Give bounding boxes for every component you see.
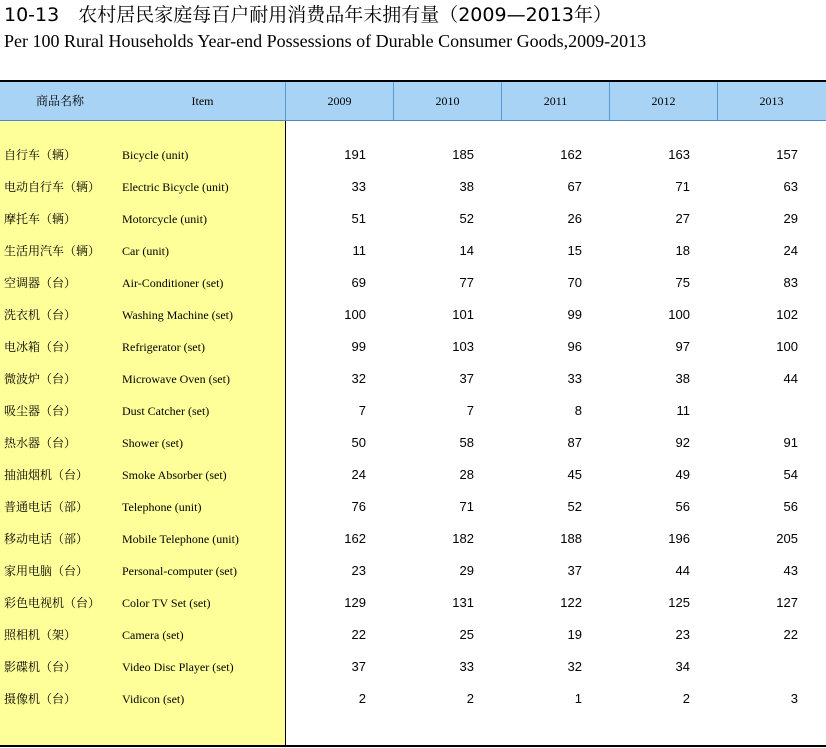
value-cell: 196 — [668, 531, 690, 546]
table-title-english: Per 100 Rural Households Year-end Possessions of Durable Consumer Goods,2009-2013 — [4, 31, 647, 51]
header-year-2013: 2013 — [759, 94, 784, 108]
value-cell: 54 — [783, 467, 798, 482]
item-name-chinese: 抽油烟机（台） — [4, 468, 89, 482]
value-cell: 32 — [567, 659, 582, 674]
value-cell: 29 — [783, 211, 798, 226]
value-cell: 19 — [567, 627, 582, 642]
value-cell: 96 — [567, 339, 582, 354]
value-cell: 205 — [776, 531, 798, 546]
value-cell: 75 — [675, 275, 690, 290]
item-name-english: Car (unit) — [122, 244, 169, 258]
table-row — [0, 651, 826, 683]
value-cell: 63 — [783, 179, 798, 194]
item-name-chinese: 电冰箱（台） — [4, 340, 77, 354]
value-cell: 100 — [668, 307, 690, 322]
value-cell: 97 — [675, 339, 690, 354]
table-row — [0, 555, 826, 587]
value-cell: 91 — [783, 435, 798, 450]
value-cell: 67 — [567, 179, 582, 194]
value-cell: 22 — [783, 627, 798, 642]
value-cell: 26 — [567, 211, 582, 226]
value-cell: 52 — [459, 211, 474, 226]
item-name-english: Bicycle (unit) — [122, 148, 189, 162]
value-cell: 34 — [675, 659, 690, 674]
table-row — [0, 587, 826, 619]
item-name-chinese: 空调器（台） — [4, 276, 77, 290]
table-row — [0, 395, 826, 427]
header-year-2012: 2012 — [651, 94, 676, 108]
item-name-english: Personal-computer (set) — [122, 564, 237, 578]
value-cell: 131 — [452, 595, 474, 610]
value-cell: 44 — [675, 563, 690, 578]
table-header-row — [0, 82, 826, 121]
item-name-chinese: 摄像机（台） — [4, 692, 77, 706]
table-row — [0, 299, 826, 331]
table-title-chinese: 10-13 农村居民家庭每百户耐用消费品年末拥有量（2009—2013年） — [4, 4, 612, 26]
value-cell: 25 — [459, 627, 474, 642]
table-row — [0, 459, 826, 491]
value-cell: 185 — [452, 147, 474, 162]
value-cell: 37 — [459, 371, 474, 386]
item-name-english: Mobile Telephone (unit) — [122, 532, 239, 546]
item-name-english: Camera (set) — [122, 628, 184, 642]
value-cell: 70 — [567, 275, 582, 290]
item-name-chinese: 吸尘器（台） — [4, 404, 77, 418]
item-name-chinese: 摩托车（辆） — [4, 212, 77, 226]
value-cell: 49 — [675, 467, 690, 482]
value-cell: 99 — [567, 307, 582, 322]
value-cell: 162 — [344, 531, 366, 546]
table-row — [0, 235, 826, 267]
item-name-english: Microwave Oven (set) — [122, 372, 230, 386]
value-cell: 38 — [459, 179, 474, 194]
value-cell: 77 — [459, 275, 474, 290]
value-cell: 87 — [567, 435, 582, 450]
item-name-chinese: 生活用汽车（辆） — [4, 244, 101, 258]
value-cell: 3 — [790, 691, 798, 706]
item-name-english: Vidicon (set) — [122, 692, 185, 706]
value-cell: 2 — [466, 691, 474, 706]
value-cell — [718, 395, 798, 427]
value-cell: 27 — [675, 211, 690, 226]
value-cell: 1 — [574, 691, 582, 706]
value-cell: 33 — [351, 179, 366, 194]
item-name-english: Air-Conditioner (set) — [122, 276, 224, 290]
table-row — [0, 619, 826, 651]
table-row — [0, 139, 826, 171]
item-name-chinese: 热水器（台） — [4, 436, 77, 450]
table-row — [0, 171, 826, 203]
item-name-english: Washing Machine (set) — [122, 308, 233, 322]
value-cell: 33 — [567, 371, 582, 386]
value-cell: 191 — [344, 147, 366, 162]
value-cell: 101 — [452, 307, 474, 322]
table-row — [0, 267, 826, 299]
value-cell: 83 — [783, 275, 798, 290]
value-cell: 92 — [675, 435, 690, 450]
value-cell: 11 — [352, 243, 366, 258]
value-cell: 162 — [560, 147, 582, 162]
table-row — [0, 683, 826, 715]
value-cell: 24 — [351, 467, 366, 482]
item-name-english: Motorcycle (unit) — [122, 212, 207, 226]
value-cell: 100 — [344, 307, 366, 322]
table-row — [0, 331, 826, 363]
item-name-chinese: 家用电脑（台） — [4, 564, 89, 578]
value-cell: 7 — [358, 403, 366, 418]
item-name-chinese: 自行车（辆） — [4, 148, 77, 162]
value-cell: 58 — [459, 435, 474, 450]
value-cell: 71 — [675, 179, 690, 194]
value-cell: 182 — [452, 531, 474, 546]
value-cell: 76 — [351, 499, 366, 514]
item-name-chinese: 普通电话（部） — [4, 500, 89, 514]
item-name-english: Color TV Set (set) — [122, 596, 211, 610]
header-year-2009: 2009 — [327, 94, 352, 108]
value-cell: 33 — [459, 659, 474, 674]
value-cell: 14 — [459, 243, 474, 258]
item-name-chinese: 彩色电视机（台） — [4, 596, 101, 610]
table-row — [0, 491, 826, 523]
value-cell: 32 — [351, 371, 366, 386]
value-cell: 52 — [567, 499, 582, 514]
value-cell: 44 — [783, 371, 798, 386]
item-name-english: Smoke Absorber (set) — [122, 468, 227, 482]
value-cell: 24 — [783, 243, 798, 258]
item-name-chinese: 移动电话（部） — [4, 532, 89, 546]
header-item-english: Item — [191, 94, 214, 108]
value-cell: 163 — [668, 147, 690, 162]
item-name-english: Dust Catcher (set) — [122, 404, 210, 418]
value-cell: 157 — [776, 147, 798, 162]
item-name-chinese: 照相机（架） — [4, 628, 77, 642]
table-row — [0, 523, 826, 555]
value-cell: 22 — [351, 627, 366, 642]
header-year-2010: 2010 — [435, 94, 460, 108]
value-cell: 29 — [459, 563, 474, 578]
header-item-chinese: 商品名称 — [35, 94, 84, 108]
value-cell: 2 — [358, 691, 366, 706]
item-name-english: Electric Bicycle (unit) — [122, 180, 229, 194]
value-cell: 100 — [776, 339, 798, 354]
item-name-chinese: 洗衣机（台） — [4, 308, 77, 322]
table-bottom-rule — [0, 745, 826, 747]
value-cell: 99 — [351, 339, 366, 354]
value-cell: 15 — [567, 243, 582, 258]
item-name-chinese: 电动自行车（辆） — [4, 180, 101, 194]
table-row — [0, 363, 826, 395]
value-cell: 50 — [351, 435, 366, 450]
value-cell: 45 — [567, 467, 582, 482]
value-cell: 103 — [452, 339, 474, 354]
value-cell: 28 — [459, 467, 474, 482]
value-cell: 23 — [675, 627, 690, 642]
value-cell: 37 — [567, 563, 582, 578]
value-cell: 102 — [776, 307, 798, 322]
item-name-english: Shower (set) — [122, 436, 183, 450]
value-cell: 122 — [560, 595, 582, 610]
value-cell: 37 — [351, 659, 366, 674]
value-cell: 129 — [344, 595, 366, 610]
item-name-chinese: 影碟机（台） — [4, 660, 77, 674]
value-cell: 51 — [351, 211, 366, 226]
table-row — [0, 203, 826, 235]
table-row — [0, 427, 826, 459]
value-cell: 56 — [783, 499, 798, 514]
item-name-english: Telephone (unit) — [122, 500, 202, 514]
value-cell: 71 — [459, 499, 474, 514]
value-cell: 8 — [574, 403, 582, 418]
value-cell — [718, 651, 798, 683]
possessions-table — [0, 80, 826, 748]
value-cell: 56 — [675, 499, 690, 514]
value-cell: 125 — [668, 595, 690, 610]
value-cell: 23 — [351, 563, 366, 578]
value-cell: 18 — [675, 243, 690, 258]
value-cell: 38 — [675, 371, 690, 386]
value-cell: 2 — [682, 691, 690, 706]
item-name-chinese: 微波炉（台） — [4, 372, 77, 386]
value-cell: 188 — [560, 531, 582, 546]
item-name-english: Refrigerator (set) — [122, 340, 205, 354]
value-cell: 7 — [466, 403, 474, 418]
item-name-english: Video Disc Player (set) — [122, 660, 234, 674]
value-cell: 11 — [676, 403, 690, 418]
value-cell: 127 — [776, 595, 798, 610]
value-cell: 69 — [351, 275, 366, 290]
header-year-2011: 2011 — [543, 94, 568, 108]
value-cell: 43 — [783, 563, 798, 578]
